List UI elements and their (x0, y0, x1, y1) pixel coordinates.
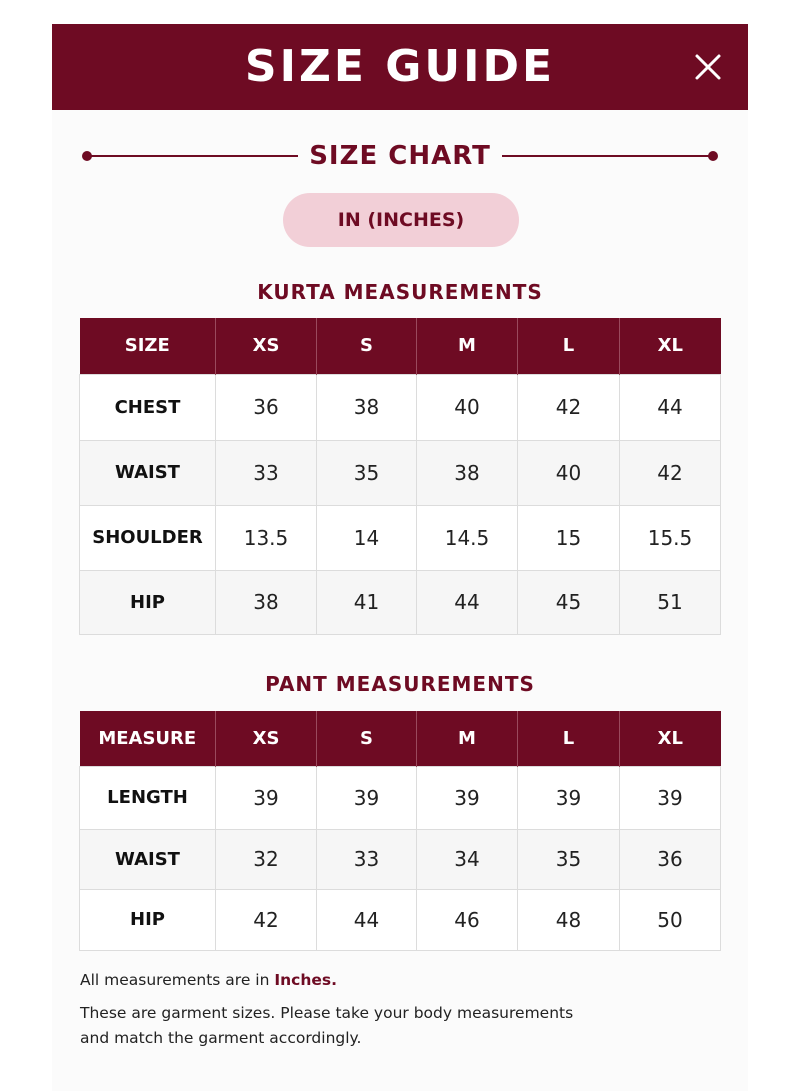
table-cell: 44 (317, 889, 417, 950)
unit-note (80, 968, 720, 993)
table-cell: 14.5 (417, 505, 518, 570)
table-row (80, 889, 721, 950)
row-label: WAIST (80, 829, 216, 889)
column-header: M (417, 318, 518, 374)
table-row (80, 374, 721, 440)
table-cell: 39 (216, 766, 317, 829)
table-cell: 39 (518, 766, 620, 829)
table-cell: 46 (417, 889, 518, 950)
column-header: SIZE (80, 318, 216, 374)
table-cell: 44 (417, 570, 518, 634)
row-label: HIP (80, 889, 216, 950)
divider-dot-right (708, 151, 718, 161)
table-cell: 38 (417, 440, 518, 505)
table-row (80, 440, 721, 505)
column-header: S (317, 318, 417, 374)
size-chart-title: SIZE CHART (309, 141, 491, 171)
kurta-size-table (79, 318, 721, 635)
close-button[interactable] (692, 51, 724, 83)
table-cell: 38 (216, 570, 317, 634)
table-cell: 40 (417, 374, 518, 440)
column-header: XL (620, 711, 721, 766)
table-header-row (80, 318, 721, 374)
table-cell: 42 (216, 889, 317, 950)
column-header: L (518, 711, 620, 766)
table-cell: 45 (518, 570, 620, 634)
table-cell: 35 (317, 440, 417, 505)
row-label: CHEST (80, 374, 216, 440)
table-cell: 42 (620, 440, 721, 505)
table-cell: 14 (317, 505, 417, 570)
table-cell: 39 (417, 766, 518, 829)
table-cell: 40 (518, 440, 620, 505)
divider-line-right (502, 155, 712, 157)
unit-note-text: All measurements are in (80, 971, 275, 989)
table-cell: 32 (216, 829, 317, 889)
table-cell: 42 (518, 374, 620, 440)
table-cell: 38 (317, 374, 417, 440)
table-row (80, 570, 721, 634)
size-chart-heading (80, 135, 720, 177)
row-label: HIP (80, 570, 216, 634)
table-row (80, 829, 721, 889)
table-cell: 44 (620, 374, 721, 440)
pant-size-table (79, 711, 721, 951)
table-cell: 39 (620, 766, 721, 829)
header-bar (52, 24, 748, 110)
table-cell: 51 (620, 570, 721, 634)
column-header: XS (216, 711, 317, 766)
row-label: LENGTH (80, 766, 216, 829)
table-cell: 36 (216, 374, 317, 440)
column-header: MEASURE (80, 711, 216, 766)
table-cell: 41 (317, 570, 417, 634)
table-cell: 15 (518, 505, 620, 570)
table-header-row (80, 711, 721, 766)
page-title: SIZE GUIDE (244, 41, 556, 92)
column-header: L (518, 318, 620, 374)
close-icon (692, 51, 724, 83)
table-cell: 33 (216, 440, 317, 505)
table-cell: 50 (620, 889, 721, 950)
unit-toggle-inches[interactable]: IN (INCHES) (283, 193, 519, 247)
column-header: M (417, 711, 518, 766)
table-cell: 36 (620, 829, 721, 889)
column-header: S (317, 711, 417, 766)
table-cell: 13.5 (216, 505, 317, 570)
row-label: WAIST (80, 440, 216, 505)
table-row (80, 505, 721, 570)
garment-note: These are garment sizes. Please take your body measurements and match the garment accordingly. (80, 1004, 574, 1047)
column-header: XS (216, 318, 317, 374)
table-cell: 35 (518, 829, 620, 889)
table-cell: 39 (317, 766, 417, 829)
row-label: SHOULDER (80, 505, 216, 570)
table-row (80, 766, 721, 829)
pant-section-title: PANT MEASUREMENTS (265, 672, 535, 696)
table-cell: 15.5 (620, 505, 721, 570)
table-cell: 34 (417, 829, 518, 889)
table-cell: 48 (518, 889, 620, 950)
unit-note-highlight: Inches. (274, 971, 337, 989)
kurta-section-title: KURTA MEASUREMENTS (257, 280, 543, 304)
column-header: XL (620, 318, 721, 374)
table-cell: 33 (317, 829, 417, 889)
